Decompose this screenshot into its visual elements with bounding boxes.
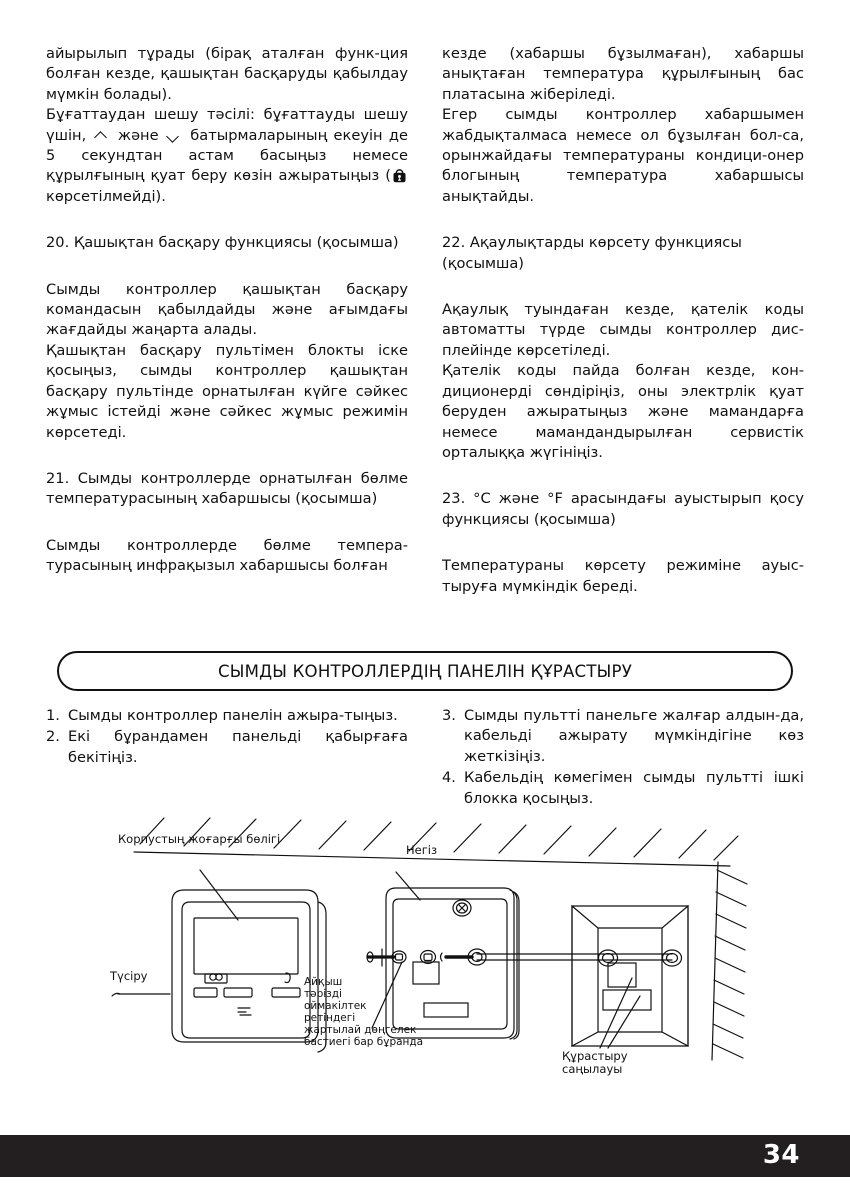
page-number: 34 bbox=[762, 1140, 800, 1170]
svg-text:бастиегі бар бұранда: бастиегі бар бұранда bbox=[304, 1036, 424, 1048]
steps-right-column bbox=[442, 706, 804, 810]
paragraph: Қателік коды пайда болған кезде, кон-диционерді сөндіріңіз, оны электрлік қуат беруден ажыратыңыз және мамандарға немесе мамандандырылған сервистік орталыққа жүгініңіз. bbox=[442, 362, 804, 461]
label-release: Түсіру bbox=[110, 969, 148, 983]
paragraph: айырылып тұрады (бірақ аталған функ-ция болған кезде, қашықтан басқаруды қабылдау мүмкін болады). bbox=[46, 45, 408, 103]
step-text: Сымды пультті панельге жалғар алдын-да, кабельді ажырату мүмкіндігіне көз жеткізіңіз. bbox=[464, 707, 804, 765]
list-item bbox=[442, 768, 804, 809]
paragraph: кезде (хабаршы бұзылмаған), хабаршы анықтаған температура құрылғының бас платасына жіберіледі. bbox=[442, 45, 804, 103]
paragraph: Сымды контроллер қашықтан басқару командасын қабылдайды және ағымдағы жағдайды жаңарта алады. bbox=[46, 280, 408, 339]
svg-text:тәрізді: тәрізді bbox=[304, 988, 342, 1000]
step-number: 4. bbox=[442, 769, 456, 787]
svg-text:Айқыш: Айқыш bbox=[304, 976, 343, 988]
svg-text:Құрастыру: Құрастыру bbox=[562, 1049, 628, 1063]
body-columns bbox=[46, 44, 804, 597]
wall-recess bbox=[572, 906, 688, 1046]
leader-screw bbox=[372, 962, 402, 1028]
steps-list-left bbox=[46, 706, 408, 768]
svg-text:жартылай дөңгелек: жартылай дөңгелек bbox=[304, 1024, 417, 1036]
section-title-banner bbox=[57, 651, 793, 691]
svg-text:ретіндегі: ретіндегі bbox=[304, 1012, 356, 1024]
label-screw bbox=[304, 976, 423, 1048]
list-item bbox=[442, 706, 804, 767]
paragraph: Ақаулық туындаған кезде, қателік коды автоматты түрде сымды контроллер дис-плейінде көрсетіледі. bbox=[442, 301, 804, 359]
paragraph: Егер сымды контроллер хабаршымен жабдықталмаса немесе ол бұзылған бол-са, орынжайдағы температураны кондици-онер блогының температура хабаршысы анықтайды. bbox=[442, 106, 804, 205]
steps-left-column bbox=[46, 706, 408, 810]
down-arrow-icon bbox=[167, 132, 182, 141]
unlock-text-a: Бұғаттаудан шешу тәсілі: бұғаттауды шешу үшін, bbox=[46, 106, 408, 144]
step-number: 3. bbox=[442, 707, 456, 724]
footer-bar-cap bbox=[0, 1135, 806, 1177]
installation-diagram bbox=[110, 810, 750, 1100]
step-text: Сымды контроллер панелін ажыра-тыңыз. bbox=[68, 707, 398, 724]
label-base: Негіз bbox=[406, 843, 438, 857]
controller-housing bbox=[172, 890, 326, 1052]
label-top-housing: Корпустың жоғарғы бөлігі bbox=[118, 832, 281, 846]
lock-icon bbox=[392, 168, 407, 183]
label-mount-hole bbox=[562, 1049, 628, 1076]
heading-23: 23. °C және °F арасындағы ауыстырып қосу функциясы (қосымша) bbox=[442, 490, 804, 528]
up-arrow-icon bbox=[95, 132, 110, 141]
leader-top-housing bbox=[200, 870, 238, 920]
paragraph: Қашықтан басқару пультімен блокты іске қосыңыз, сымды контроллер қашықтан басқару пультінде орнатылған күйге сәйкес жұмыс істейді және сәйкес жұмыс режимін көрсетеді. bbox=[46, 341, 408, 441]
unlock-text-b: және bbox=[111, 126, 165, 144]
assembly-steps bbox=[46, 706, 804, 810]
svg-text:оймакілтек: оймакілтек bbox=[304, 1000, 367, 1012]
diagram-svg bbox=[110, 810, 750, 1100]
leader-release-tick bbox=[112, 993, 120, 996]
heading-20: 20. Қашықтан басқару функциясы (қосымша) bbox=[46, 234, 399, 252]
heading-22: 22. Ақаулықтарды көрсету функциясы (қосымша) bbox=[442, 234, 742, 272]
paragraph-unlock-method bbox=[46, 105, 408, 207]
steps-list-right bbox=[442, 706, 804, 809]
step-number: 2. bbox=[46, 728, 60, 746]
svg-text:саңылауы: саңылауы bbox=[562, 1062, 623, 1076]
step-text: Екі бұрандамен панельді қабырғаға бекітіңіз. bbox=[68, 728, 408, 766]
unlock-text-c: батырмаларының екеуін де 5 секундтан астам басыңыз немесе құрылғының қуат беру көзін ажыратыңыз ( bbox=[46, 126, 408, 185]
section-title-text: СЫМДЫ КОНТРОЛЛЕРДІҢ ПАНЕЛІН ҚҰРАСТЫРУ bbox=[217, 661, 633, 681]
paragraph: Температураны көрсету режиміне ауыс-тыруға мүмкіндік береді. bbox=[442, 557, 804, 595]
list-item bbox=[46, 727, 408, 768]
step-number: 1. bbox=[46, 707, 60, 724]
leader-base bbox=[396, 872, 420, 900]
leader-mount-hole-1 bbox=[600, 978, 632, 1048]
base-plate bbox=[367, 888, 519, 1039]
right-column bbox=[442, 44, 804, 597]
wall-hatch bbox=[712, 862, 747, 1060]
paragraph: Сымды контроллерде бөлме темпера-турасының инфрақызыл хабаршысы болған bbox=[46, 536, 408, 575]
step-text: Кабельдің көмегімен сымды пультті ішкі блокка қосыңыз. bbox=[464, 769, 804, 807]
unlock-text-d: көрсетілмейді). bbox=[46, 187, 166, 205]
connecting-cable bbox=[477, 954, 672, 960]
leader-mount-hole-2 bbox=[608, 996, 640, 1048]
heading-21: 21. Сымды контроллерде орнатылған бөлме температурасының хабаршысы (қосымша) bbox=[46, 469, 408, 508]
left-column bbox=[46, 44, 408, 597]
list-item bbox=[46, 706, 408, 726]
